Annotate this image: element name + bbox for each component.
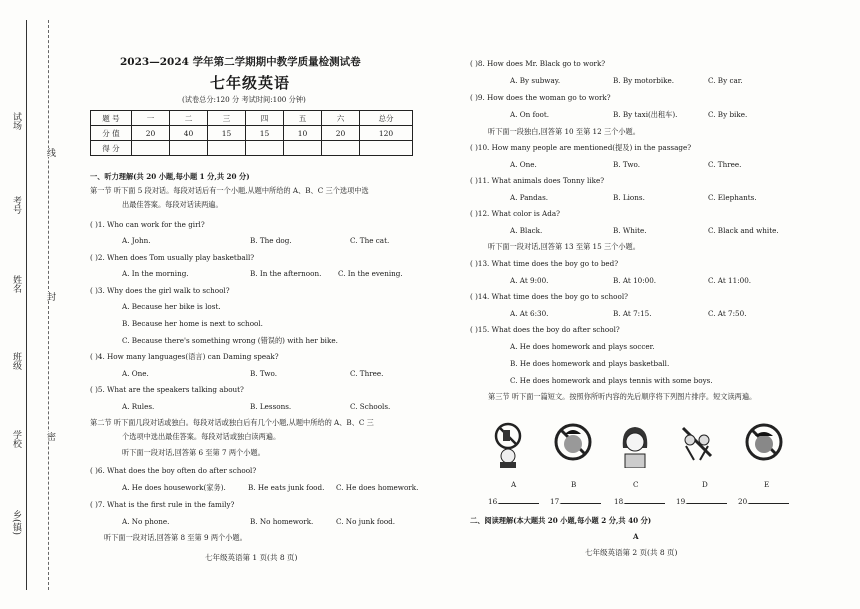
score-cell[interactable] (246, 141, 284, 156)
option: B. The dog. (250, 236, 292, 245)
option: C. At 7:50. (708, 309, 747, 318)
option: C. Three. (350, 369, 384, 378)
option: B. Because her home is next to school. (122, 319, 263, 328)
blank-number: 16. (488, 497, 500, 506)
col-header: 一 (132, 111, 170, 126)
option: A. At 6:30. (510, 309, 549, 318)
picture-b-no-eating-icon (553, 422, 593, 468)
question-8: ( )8. How does Mr. Black go to work? (470, 59, 606, 68)
margin-label-room: 试场 (11, 112, 21, 130)
picture-label: B (571, 480, 577, 489)
row-label: 得 分 (91, 141, 132, 156)
margin-label-class: 班级 (11, 352, 21, 370)
blank-number: 18. (614, 497, 626, 506)
option: A. Black. (510, 226, 543, 235)
margin-label-name: 姓名 (11, 275, 21, 293)
page-footer: 七年级英语第 1 页(共 8 页) (205, 553, 298, 562)
picture-c-girl-icon (615, 422, 655, 468)
option: A. Rules. (122, 402, 155, 411)
score-value: 20 (132, 126, 170, 141)
blank-number: 17. (550, 497, 562, 506)
exam-title: 2023—2024 学年第二学期期中教学质量检测试卷 (120, 56, 361, 68)
score-value: 15 (208, 126, 246, 141)
option: B. Lions. (613, 193, 645, 202)
sec1-instruction: 出最佳答案。每段对话读两遍。 (122, 200, 223, 209)
option: C. Schools. (350, 402, 391, 411)
option: B. At 7:15. (613, 309, 652, 318)
question-6: ( )6. What does the boy often do after school? (90, 466, 257, 475)
option: B. At 10:00. (613, 276, 657, 285)
picture-label: E (764, 480, 770, 489)
option: A. John. (122, 236, 151, 245)
option: B. Lessons. (250, 402, 292, 411)
option: C. By car. (708, 76, 743, 85)
question-4: ( )4. How many languages(语言) can Daming speak? (90, 352, 279, 361)
option: B. By taxi(出租车). (613, 110, 678, 119)
option: B. He eats junk food. (248, 483, 325, 492)
col-header: 六 (322, 111, 360, 126)
binding-line (26, 20, 27, 590)
score-table (90, 110, 413, 156)
score-cell[interactable] (132, 141, 170, 156)
option: C. In the evening. (338, 269, 403, 278)
option: A. One. (122, 369, 149, 378)
part2-subsection: A (633, 532, 639, 541)
option: A. He does housework(家务). (122, 483, 226, 492)
score-value: 20 (322, 126, 360, 141)
sec3-instruction: 第三节 听下面一篇短文。按照你所听内容的先后顺序将下列图片排序。短文读两遍。 (488, 392, 757, 401)
question-7: ( )7. What is the first rule in the family? (90, 500, 235, 509)
row-label: 分 值 (91, 126, 132, 141)
option: C. Elephants. (708, 193, 757, 202)
score-cell[interactable] (360, 141, 413, 156)
picture-d-no-fighting-icon (677, 422, 717, 468)
option: B. He does homework and plays basketball. (510, 359, 670, 368)
col-header: 总分 (360, 111, 413, 126)
page-footer: 七年级英语第 2 页(共 8 页) (585, 548, 678, 557)
exam-subject: 七年级英语 (210, 74, 291, 92)
picture-a-no-phone-icon (488, 422, 528, 468)
option: A. At 9:00. (510, 276, 549, 285)
option: C. He does homework and plays tennis with some boys. (510, 376, 713, 385)
col-header: 四 (246, 111, 284, 126)
question-11: ( )11. What animals does Tonny like? (470, 176, 605, 185)
sec-note: 听下面一段独白,回答第 10 至第 12 三个小题。 (488, 127, 640, 136)
answer-blank-20[interactable] (738, 497, 789, 506)
option: C. Three. (708, 160, 742, 169)
score-value: 120 (360, 126, 413, 141)
sec1-instruction: 第一节 听下面 5 段对话。每段对话后有一个小题,从题中所给的 A、B、C 三个选项中选 (90, 186, 369, 195)
question-13: ( )13. What time does the boy go to bed? (470, 259, 619, 268)
blank-number: 20. (738, 497, 750, 506)
sec2-instruction: 个选项中选出最佳答案。每段对话或独白读两遍。 (122, 432, 281, 441)
option: A. By subway. (510, 76, 561, 85)
question-10: ( )10. How many people are mentioned(提及) in the passage? (470, 143, 692, 152)
picture-e-no-late-icon (744, 422, 784, 468)
option: B. White. (613, 226, 647, 235)
question-1: ( )1. Who can work for the girl? (90, 220, 205, 229)
margin-label-town: 乡(镇) (11, 510, 21, 536)
score-cell[interactable] (322, 141, 360, 156)
picture-label: C (633, 480, 639, 489)
row-label: 题 号 (91, 111, 132, 126)
sec2-instruction: 第二节 听下面几段对话或独白。每段对话或独白后有几个小题,从题中所给的 A、B、C 三 (90, 418, 374, 427)
question-9: ( )9. How does the woman go to work? (470, 93, 611, 102)
option: B. Two. (613, 160, 641, 169)
option: C. Black and white. (708, 226, 779, 235)
option: B. In the afternoon. (250, 269, 322, 278)
option: B. Two. (250, 369, 278, 378)
score-cell[interactable] (208, 141, 246, 156)
score-cell[interactable] (284, 141, 322, 156)
option: A. No phone. (122, 517, 170, 526)
question-14: ( )14. What time does the boy go to school? (470, 292, 628, 301)
col-header: 五 (284, 111, 322, 126)
option: C. Because there's something wrong (错误的) with her bike. (122, 336, 338, 345)
answer-blank-17[interactable] (550, 497, 601, 506)
score-value: 10 (284, 126, 322, 141)
sec2-note: 听下面一段对话,回答第 6 至第 7 两个小题。 (122, 448, 265, 457)
picture-label: A (511, 480, 517, 489)
option: A. In the morning. (122, 269, 189, 278)
option: C. The cat. (350, 236, 390, 245)
option: A. Pandas. (510, 193, 549, 202)
part1-heading: 一、听力理解(共 20 小题,每小题 1 分,共 20 分) (90, 172, 250, 181)
blank-number: 19. (676, 497, 688, 506)
sec-note: 听下面一段对话,回答第 13 至第 15 三个小题。 (488, 242, 640, 251)
margin-cut-secret: 密 (45, 432, 55, 441)
question-2: ( )2. When does Tom usually play basketball? (90, 253, 255, 262)
option: C. He does homework. (336, 483, 419, 492)
option: C. By bike. (708, 110, 748, 119)
exam-info: (试卷总分:120 分 考试时间:100 分钟) (182, 95, 306, 104)
margin-cut-seal: 封 (45, 292, 55, 301)
margin-label-school: 学校 (11, 430, 21, 448)
option: B. By motorbike. (613, 76, 675, 85)
option: A. One. (510, 160, 537, 169)
option: A. On foot. (510, 110, 550, 119)
cut-line (48, 20, 49, 590)
col-header: 三 (208, 111, 246, 126)
option: C. At 11:00. (708, 276, 752, 285)
option: A. He does homework and plays soccer. (510, 342, 655, 351)
score-cell[interactable] (170, 141, 208, 156)
answer-blank-16[interactable] (488, 497, 539, 506)
answer-blank-19[interactable] (676, 497, 727, 506)
score-value: 15 (246, 126, 284, 141)
option: C. No junk food. (336, 517, 396, 526)
col-header: 二 (170, 111, 208, 126)
option: B. No homework. (250, 517, 314, 526)
question-3: ( )3. Why does the girl walk to school? (90, 286, 230, 295)
margin-label-number: 考号 (11, 196, 21, 214)
sec2-note: 听下面一段对话,回答第 8 至第 9 两个小题。 (104, 533, 247, 542)
part2-heading: 二、阅读理解(本大题共 20 小题,每小题 2 分,共 40 分) (470, 516, 652, 525)
score-value: 40 (170, 126, 208, 141)
margin-cut-line: 线 (45, 148, 55, 157)
answer-blank-18[interactable] (614, 497, 665, 506)
question-12: ( )12. What color is Ada? (470, 209, 560, 218)
question-5: ( )5. What are the speakers talking about? (90, 385, 244, 394)
question-15: ( )15. What does the boy do after school? (470, 325, 620, 334)
option: A. Because her bike is lost. (122, 302, 221, 311)
picture-label: D (702, 480, 708, 489)
